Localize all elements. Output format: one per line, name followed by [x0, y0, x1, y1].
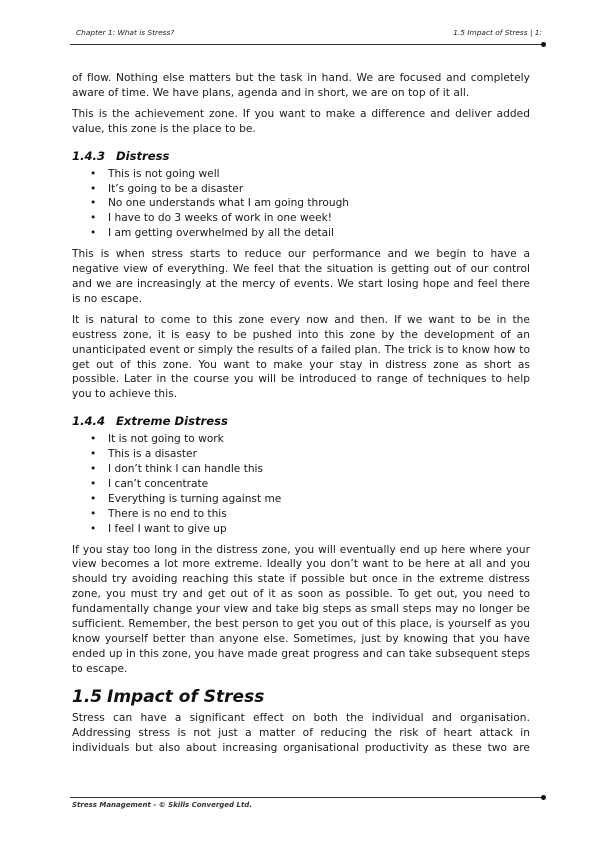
- distress-bullet-list: [72, 167, 530, 242]
- bullet-icon: •: [90, 463, 97, 476]
- subsection-title: Distress: [116, 148, 170, 163]
- bullet-icon: •: [90, 448, 97, 461]
- list-item: • It’s going to be a disaster: [90, 182, 244, 195]
- running-header-chapter: Chapter 1: What is Stress?: [76, 28, 175, 37]
- extreme-distress-bullet-list: [72, 432, 530, 536]
- list-item: • There is no end to this: [90, 507, 227, 520]
- page-body: [72, 71, 530, 761]
- list-item: • It is not going to work: [90, 433, 224, 446]
- paragraph: Stress can have a significant effect on both the individual and organisation. Addressing stress is not just a matter of reducing the risk of heart attack in individuals but also about increasing organisational productivity as these two are: [72, 711, 530, 754]
- header-rule: [70, 44, 543, 45]
- section-heading-impact-of-stress: [72, 687, 530, 707]
- bullet-icon: •: [90, 477, 97, 490]
- running-header-section-page: 1.5 Impact of Stress | 1:: [453, 28, 542, 37]
- list-item: • I don’t think I can handle this: [90, 463, 264, 476]
- list-item: • I can’t concentrate: [90, 477, 209, 490]
- list-item: • This is not going well: [90, 167, 220, 180]
- list-item: • I feel I want to give up: [90, 522, 227, 535]
- paragraph: It is natural to come to this zone every now and then. If we want to be in the eustress zone, it is easy to be pushed into this zone by the development of an unanticipated event or simply the results of a failed plan. The trick is to know how to get out of this zone. You want to make your stay in distress zone as short as possible. Later in the course you will be introduced to range of techniques to help you to achieve this.: [72, 313, 530, 401]
- bullet-icon: •: [90, 197, 97, 210]
- subsection-heading-extreme-distress: [72, 414, 530, 428]
- header-rule-dot-icon: [541, 42, 546, 47]
- subsection-heading-distress: [72, 149, 530, 163]
- section-title: Impact of Stress: [107, 686, 265, 707]
- list-item: • No one understands what I am going through: [90, 197, 350, 210]
- list-item: • I have to do 3 weeks of work in one week!: [90, 212, 333, 225]
- footer-rule: [70, 797, 543, 798]
- list-item: • I am getting overwhelmed by all the detail: [90, 227, 334, 240]
- list-item: • Everything is turning against me: [90, 492, 282, 505]
- paragraph: of flow. Nothing else matters but the task in hand. We are focused and completely aware of time. We have plans, agenda and in short, we are on top of it all.: [72, 72, 530, 99]
- bullet-icon: •: [90, 227, 97, 240]
- paragraph: This is the achievement zone. If you want to make a difference and deliver added value, this zone is the place to be.: [72, 107, 530, 135]
- bullet-icon: •: [90, 212, 97, 225]
- running-footer: Stress Management - © Skills Converged Ltd.: [72, 801, 252, 809]
- subsection-number: 1.4.3: [72, 148, 106, 163]
- bullet-icon: •: [90, 507, 97, 520]
- section-number: 1.5: [72, 686, 103, 707]
- bullet-icon: •: [90, 182, 97, 195]
- bullet-icon: •: [90, 433, 97, 446]
- bullet-icon: •: [90, 522, 97, 535]
- footer-rule-dot-icon: [541, 795, 546, 800]
- paragraph: This is when stress starts to reduce our performance and we begin to have a negative view of everything. We feel that the situation is getting out of our control and we are increasingly at the mercy of events. We start losing hope and feel there is no escape.: [72, 248, 530, 305]
- list-item: • This is a disaster: [90, 448, 197, 461]
- subsection-title: Extreme Distress: [116, 414, 228, 429]
- subsection-number: 1.4.4: [72, 414, 106, 429]
- paragraph: If you stay too long in the distress zone, you will eventually end up here where your view becomes a lot more extreme. Ideally you don’t want to be here at all and you should try avoiding reaching this state if possible but once in the extreme distress zone, you must try and get out of it as soon as possible. To get out, you need to fundamentally change your view and take big steps as small steps may no longer be sufficient. Remember, the best person to get you out of this place, is yourself as you know yourself better than anyone else. Sometimes, just by knowing that you have ended up in this zone, you have made great progress and can take subsequent steps to escape.: [72, 543, 530, 675]
- bullet-icon: •: [90, 492, 97, 505]
- bullet-icon: •: [90, 167, 97, 180]
